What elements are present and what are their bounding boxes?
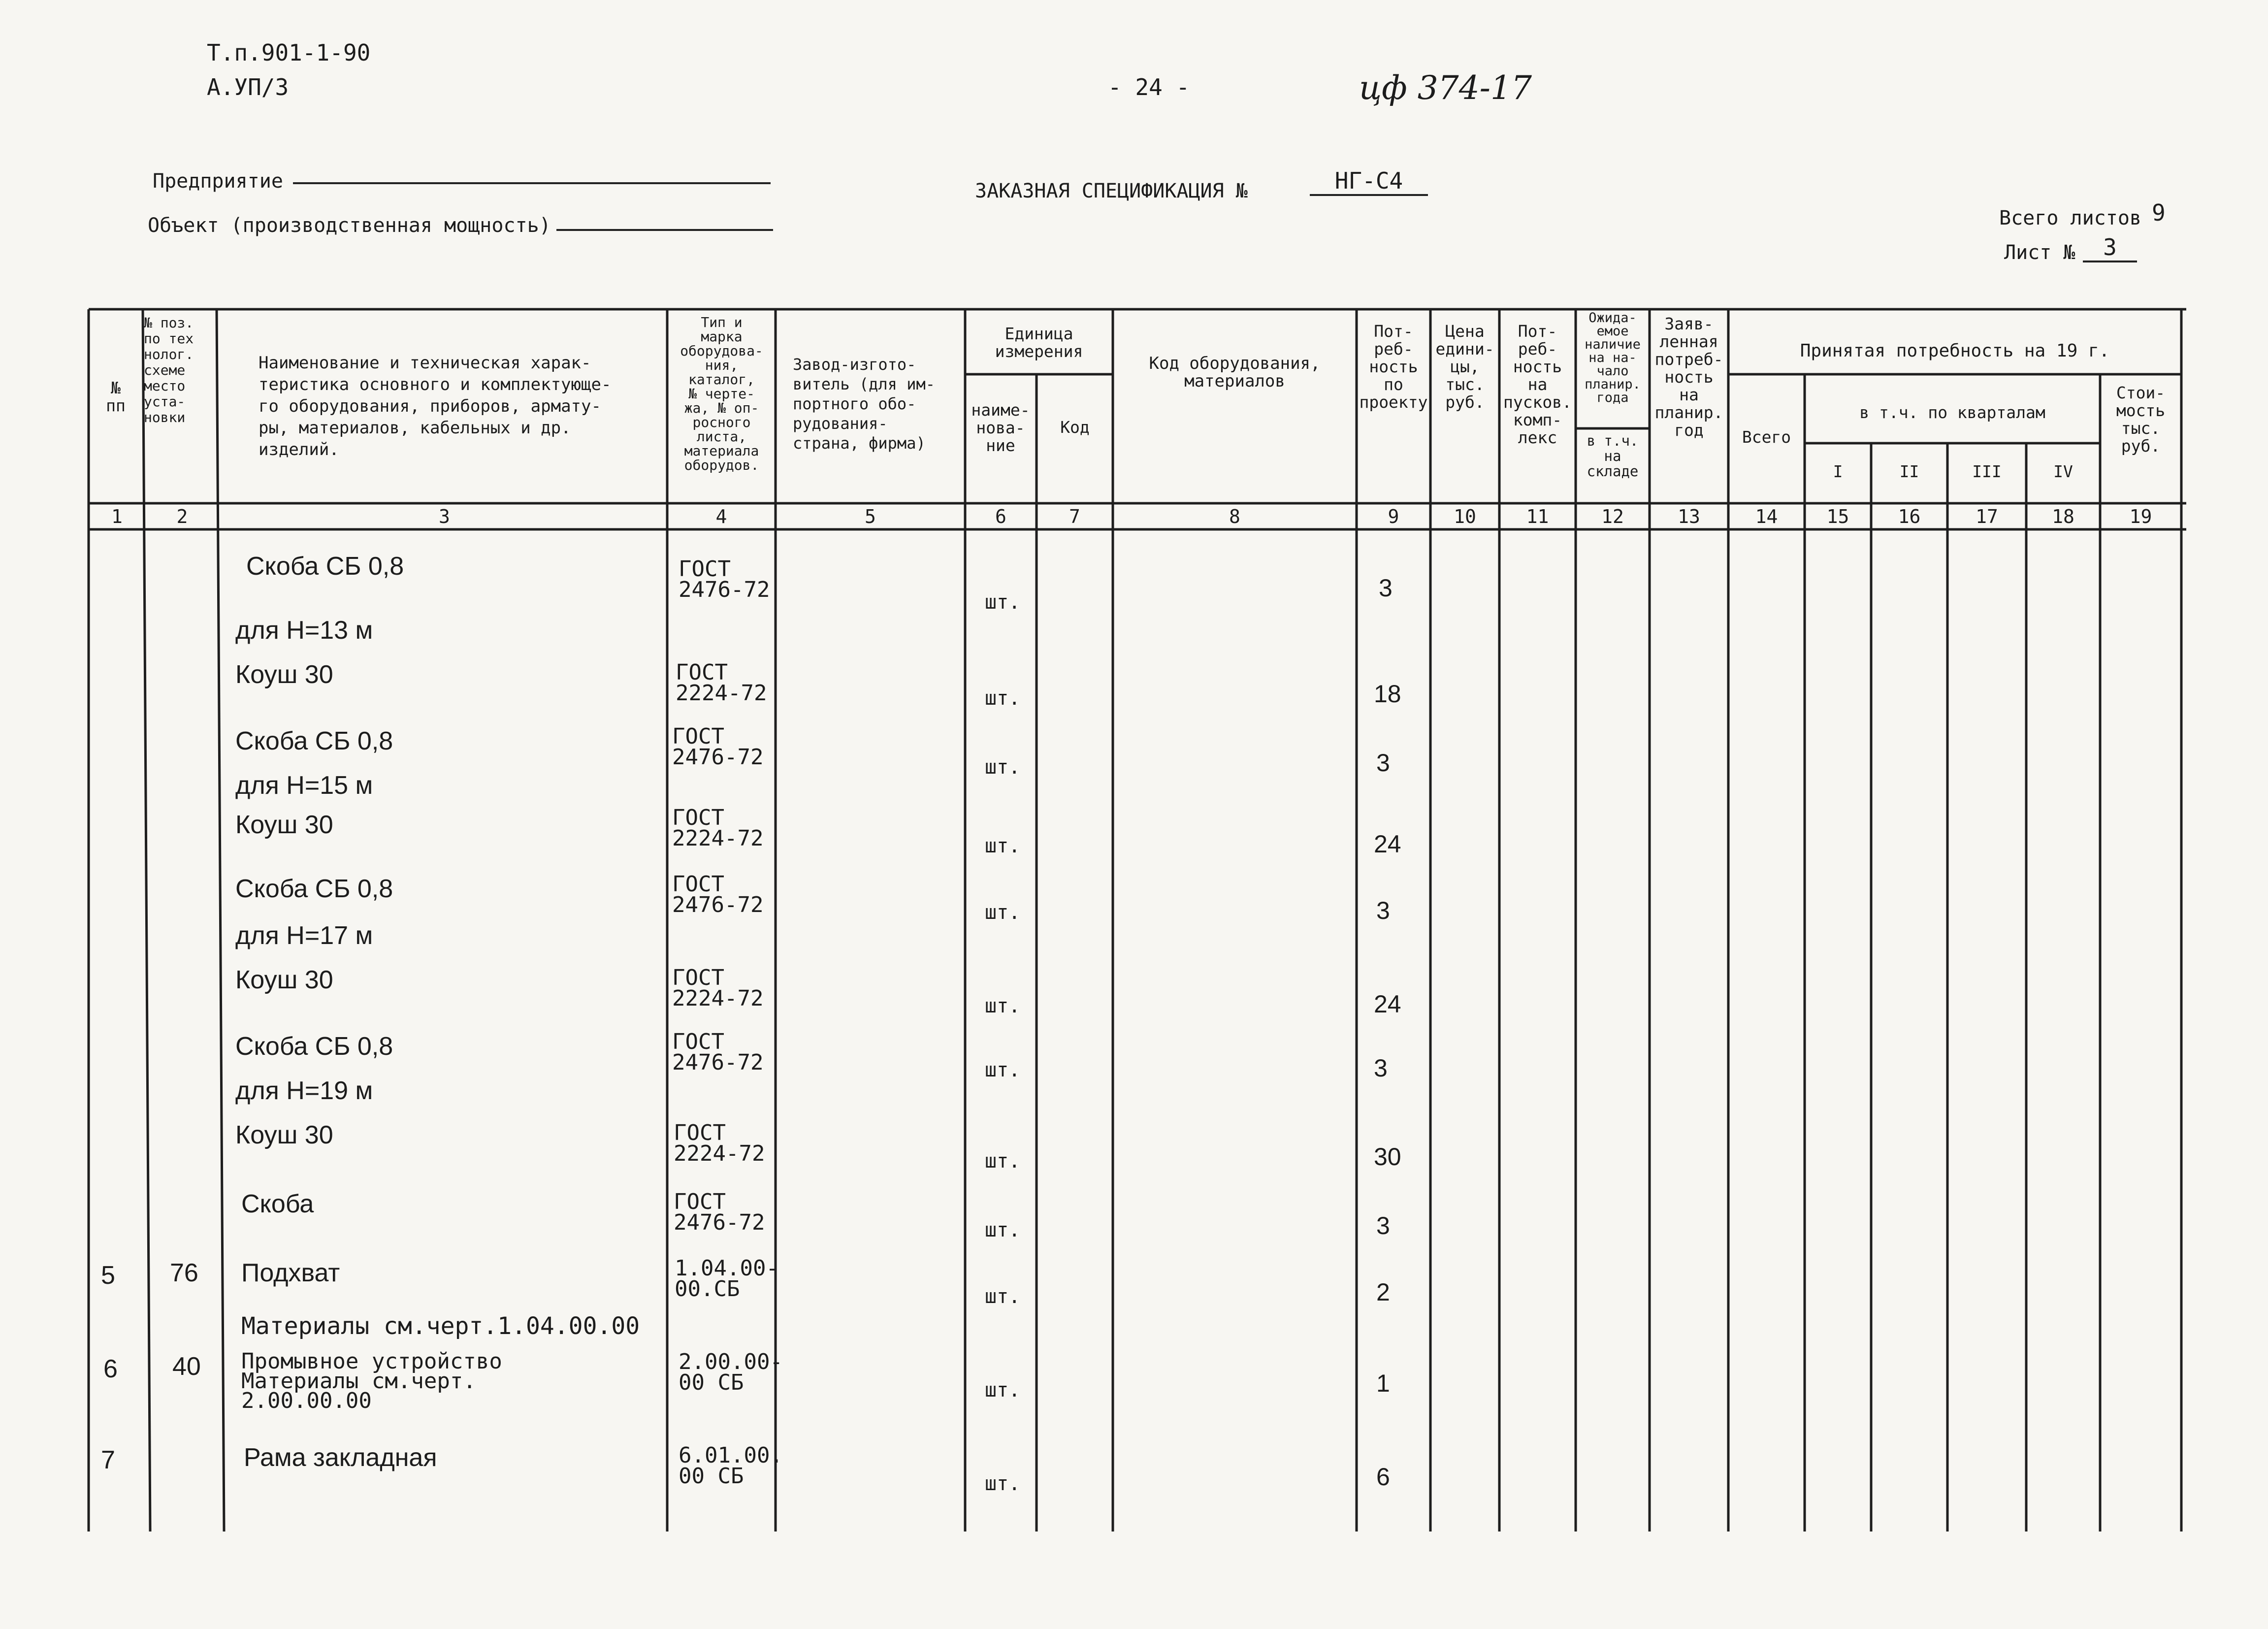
row-15-qty: 1 xyxy=(1376,1369,1390,1397)
row-11-unit: шт. xyxy=(985,1150,1021,1173)
row-5-gost: ГОСТ 2224-72 xyxy=(672,805,764,851)
row-12-gost: ГОСТ 2476-72 xyxy=(674,1189,765,1235)
col-number-4: 4 xyxy=(715,506,727,527)
col-header-position: № поз. по тех нолог. схеме место уста- новки xyxy=(144,315,194,425)
col-header-manufacturer: Завод-изгото- витель (для им- портного обо- рудования- страна, фирма) xyxy=(793,355,935,453)
col-number-17: 17 xyxy=(1976,506,1998,527)
object-label: Объект (производственная мощность) xyxy=(148,214,551,237)
sheet-label: Лист № xyxy=(2004,241,2075,264)
row-3-name: Скоба СБ 0,8 xyxy=(235,727,393,755)
handwritten-reference: цф 374-17 xyxy=(1359,69,1532,107)
row-14-name: Материалы см.черт.1.04.00.00 xyxy=(241,1312,640,1340)
row-0-unit: шт. xyxy=(985,591,1021,614)
col-header-q1: I xyxy=(1833,462,1843,481)
row-11-name: Коуш 30 xyxy=(235,1121,333,1149)
row-5-qty: 24 xyxy=(1374,830,1401,858)
col-header-q2: II xyxy=(1899,462,1919,481)
col-number-15: 15 xyxy=(1826,506,1849,527)
row-13-unit: шт. xyxy=(985,1285,1021,1308)
row-3-gost: ГОСТ 2476-72 xyxy=(672,724,764,770)
col-number-16: 16 xyxy=(1898,506,1921,527)
col-number-14: 14 xyxy=(1755,506,1778,527)
row-8-qty: 24 xyxy=(1374,990,1401,1018)
col-header-total: Всего xyxy=(1742,427,1791,447)
row-7-name: для Н=17 м xyxy=(235,921,373,950)
col-header-nn: № пп xyxy=(106,378,126,415)
col-header-declared: Заяв- ленная потреб- ность на планир. год xyxy=(1654,314,1723,440)
row-13-name: Подхват xyxy=(241,1259,340,1287)
col-header-type: Тип и марка оборудова- ния, каталог, № черте- жа, № оп- росного листа, материала оборудов. xyxy=(680,314,763,473)
col-number-12: 12 xyxy=(1601,506,1624,527)
spec-number: НГ-С4 xyxy=(1310,167,1428,196)
row-9-name: Скоба СБ 0,8 xyxy=(235,1032,393,1061)
row-6-name: Скоба СБ 0,8 xyxy=(235,875,393,903)
col-header-quarters-group: в т.ч. по кварталам xyxy=(1859,403,2045,422)
col-number-8: 8 xyxy=(1229,506,1240,527)
col-number-5: 5 xyxy=(865,506,876,527)
row-2-qty: 18 xyxy=(1374,680,1401,708)
col-header-name: Наименование и техническая харак- теристика основного и комплектующе- го оборудования, приборов, армату- ры, материалов, кабельных и др. изделий. xyxy=(259,353,612,459)
row-12-qty: 3 xyxy=(1376,1212,1390,1239)
row-3-unit: шт. xyxy=(985,756,1021,779)
row-2-name: Коуш 30 xyxy=(235,660,333,689)
col-header-equipment-code: Код оборудования, материалов xyxy=(1149,354,1321,391)
col-header-unit-name: наиме- нова- ние xyxy=(971,400,1030,455)
row-13-position: 76 xyxy=(170,1259,198,1287)
col-number-6: 6 xyxy=(995,506,1006,527)
enterprise-label: Предприятие xyxy=(153,170,283,193)
row-2-unit: шт. xyxy=(985,687,1021,710)
row-5-unit: шт. xyxy=(985,835,1021,857)
col-header-unit-code: Код xyxy=(1060,418,1090,437)
col-header-unit-price: Цена едини- цы, тыс. руб. xyxy=(1435,322,1494,412)
row-16-nn: 7 xyxy=(101,1446,115,1474)
row-10-name: для Н=19 м xyxy=(235,1076,373,1105)
col-number-1: 1 xyxy=(111,506,123,527)
row-0-qty: 3 xyxy=(1379,574,1393,602)
row-8-name: Коуш 30 xyxy=(235,966,333,994)
row-16-gost: 6.01.00. 00 СБ xyxy=(679,1443,783,1489)
row-9-gost: ГОСТ 2476-72 xyxy=(672,1029,764,1075)
row-15-nn: 6 xyxy=(103,1355,118,1383)
row-16-unit: шт. xyxy=(985,1472,1021,1495)
row-1-name: для Н=13 м xyxy=(235,616,373,645)
col-number-13: 13 xyxy=(1678,506,1700,527)
row-11-gost: ГОСТ 2224-72 xyxy=(674,1120,765,1166)
sheet-number: 3 xyxy=(2083,234,2137,262)
row-11-qty: 30 xyxy=(1374,1143,1401,1171)
col-header-in-stock: в т.ч. на складе xyxy=(1587,432,1639,480)
row-9-qty: 3 xyxy=(1374,1054,1388,1082)
col-header-accepted-group: Принятая потребность на 19 г. xyxy=(1800,341,2110,361)
col-header-expected: Ожида- емое наличие на на- чало планир. года xyxy=(1585,310,1641,405)
row-0-gost: ГОСТ 2476-72 xyxy=(679,556,770,602)
row-3-qty: 3 xyxy=(1376,749,1390,777)
total-sheets: 9 xyxy=(2152,199,2166,226)
row-13-nn: 5 xyxy=(101,1261,115,1290)
row-12-name: Скоба xyxy=(241,1190,314,1218)
row-4-name: для Н=15 м xyxy=(235,771,373,800)
row-13-qty: 2 xyxy=(1376,1278,1390,1306)
row-12-unit: шт. xyxy=(985,1219,1021,1241)
col-number-19: 19 xyxy=(2129,506,2152,527)
row-6-gost: ГОСТ 2476-72 xyxy=(672,872,764,917)
row-16-qty: 6 xyxy=(1376,1463,1390,1491)
doc-code: Т.п.901-1-90 xyxy=(207,39,371,66)
col-header-startup-need: Пот- реб- ность на пусков. комп- лекс xyxy=(1503,322,1572,447)
row-2-gost: ГОСТ 2224-72 xyxy=(676,660,767,706)
col-header-q3: III xyxy=(1972,462,2002,481)
album-code: А.УП/3 xyxy=(207,74,289,100)
row-0-name: Скоба СБ 0,8 xyxy=(246,552,404,581)
row-6-qty: 3 xyxy=(1376,897,1390,924)
col-header-unit-group: Единица измерения xyxy=(995,324,1083,361)
row-9-unit: шт. xyxy=(985,1059,1021,1081)
row-8-gost: ГОСТ 2224-72 xyxy=(672,965,764,1011)
row-16-name: Рама закладная xyxy=(244,1443,437,1472)
col-header-cost: Стои- мость тыс. руб. xyxy=(2116,383,2166,456)
row-15-position: 40 xyxy=(172,1352,201,1381)
row-15-name: Промывное устройство Материалы см.черт. 2.00.00.00 xyxy=(241,1349,502,1413)
row-13-gost: 1.04.00- 00.СБ xyxy=(675,1256,779,1302)
col-number-7: 7 xyxy=(1069,506,1080,527)
col-number-9: 9 xyxy=(1388,506,1399,527)
col-number-3: 3 xyxy=(439,506,450,527)
col-header-project-need: Пот- реб- ность по проекту xyxy=(1359,322,1428,412)
col-number-10: 10 xyxy=(1454,506,1476,527)
spec-title: ЗАКАЗНАЯ СПЕЦИФИКАЦИЯ № xyxy=(975,180,1248,202)
row-15-unit: шт. xyxy=(985,1379,1021,1401)
col-number-18: 18 xyxy=(2052,506,2074,527)
page-number: - 24 - xyxy=(1108,74,1190,100)
col-number-11: 11 xyxy=(1526,506,1549,527)
row-8-unit: шт. xyxy=(985,995,1021,1017)
row-15-gost: 2.00.00- 00 СБ xyxy=(679,1349,783,1395)
row-5-name: Коуш 30 xyxy=(235,811,333,839)
row-6-unit: шт. xyxy=(985,901,1021,924)
col-header-q4: IV xyxy=(2053,462,2073,481)
col-number-2: 2 xyxy=(176,506,188,527)
total-sheets-label: Всего листов xyxy=(1999,207,2141,229)
